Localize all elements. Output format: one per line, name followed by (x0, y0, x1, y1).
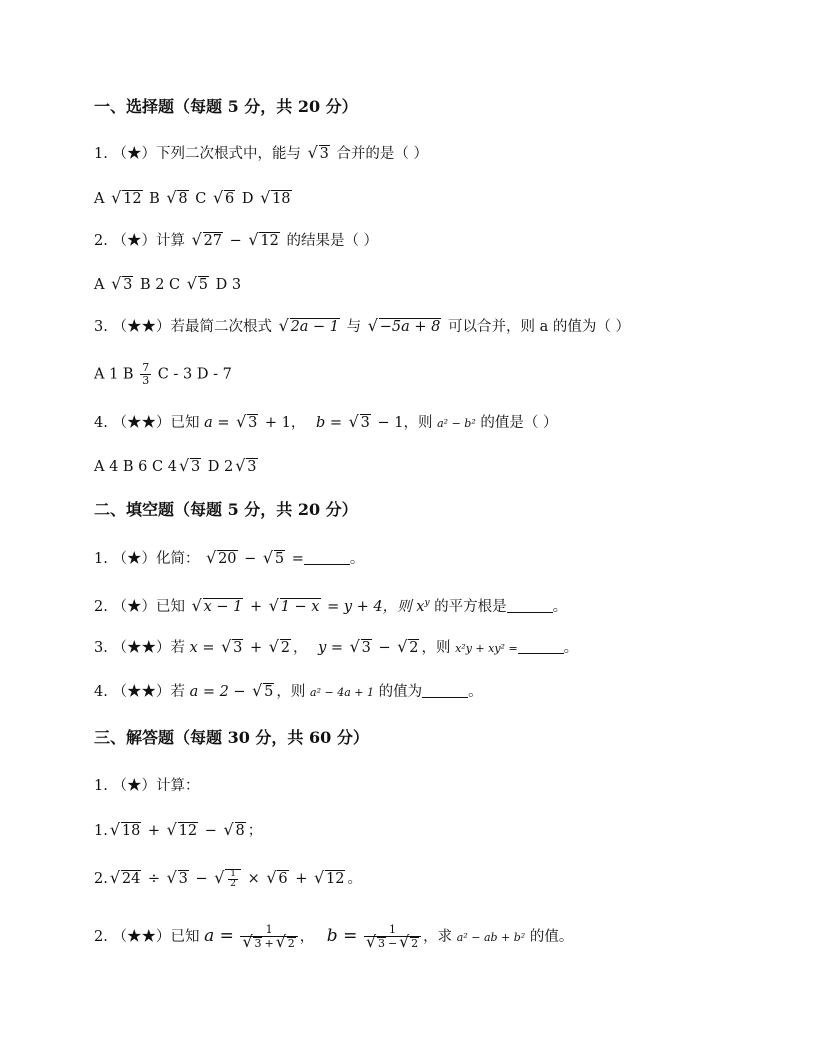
radical: √ 12 (314, 868, 345, 890)
radical: √ 3 (221, 637, 243, 659)
radical: √ 3 (111, 274, 133, 296)
radical: √ 8 (224, 820, 246, 842)
fill-question-3: 3. （★★）若 x = √ 3 + √ 2 ， y = √ 3 − √ 2 ，则 x²y + xy² = 。 (94, 637, 578, 660)
radical: √ 2a − 1 (279, 316, 340, 338)
radical: √ 2 (276, 937, 296, 950)
section-title-solve: 三、解答题（每题 30 分，共 60 分） (94, 728, 369, 747)
radical-fraction (214, 868, 241, 890)
answer-blank[interactable] (518, 639, 564, 654)
solve-question-2: 2. （★★）已知 a = 1 √ 3 +√ 2 ， b = 1 √ 3 −√ 2 ，求 a² − ab + b² 的值。 (94, 924, 573, 950)
fraction: √ $\frac{1}{2}$ (230, 868, 237, 889)
radical: √ 27 (192, 230, 223, 252)
fraction: $\frac{7}{3}$ (142, 361, 150, 387)
choice-options-2: A √ 3 B 2 C √ 5 D 3 (94, 274, 241, 296)
section-title-fill: 二、填空题（每题 5 分，共 20 分） (94, 500, 358, 519)
radical: √ 5 (252, 681, 274, 703)
radical: √ 5 (187, 274, 209, 296)
radical: √ 3 (349, 412, 371, 434)
fill-question-2: 2. （★）已知 √ x − 1 + √ 1 − x = y + 4，则 $x^y$ 的平方根是 。 (94, 592, 567, 618)
radical: √ 2 (269, 637, 291, 659)
radical: √ 3 (167, 868, 189, 890)
radical: √ 2 (397, 637, 419, 659)
solve-question-1: 1. （★）计算： (94, 778, 200, 794)
choice-options-4: A 4 B 6 C 4√ 3 D 2√ 3 (94, 456, 260, 478)
radical: √ 8 (166, 188, 188, 210)
answer-blank[interactable] (507, 598, 553, 613)
radical: √ 3 (308, 143, 330, 165)
radical: √ 18 (260, 188, 291, 210)
radical: √ 24 (110, 868, 141, 890)
choice-question-2: 2. （★）计算 √ 27 − √ 12 的结果是（ ） (94, 230, 378, 252)
choice-options-1: A √ 12 B √ 8 C √ 6 D √ 18 (94, 188, 294, 210)
answer-blank[interactable] (422, 683, 468, 698)
radical: √ 2 (399, 937, 419, 950)
solve-question-1-part-2: 2.√ 24 ÷ √ 3 − √ $\frac{1}{2}$ × √ 6 + √ 12 。 (94, 868, 362, 890)
choice-options-3: A 1 B $\frac{7}{3}$ C - 3 D - 7 (94, 361, 232, 387)
radical: √ 12 (167, 820, 198, 842)
radical: √ 3 (242, 937, 262, 950)
radical: √ −5a + 8 (368, 316, 442, 338)
section-title-choice: 一、选择题（每题 5 分，共 20 分） (94, 97, 358, 116)
fill-question-4: 4. （★★）若 a = 2 − √ 5 ，则 a² − 4a + 1 的值为 。 (94, 681, 483, 704)
radical: √ x − 1 (192, 596, 244, 618)
radical: √ 3 (366, 937, 386, 950)
radical: √ 3 (179, 456, 201, 478)
fill-question-1: 1. （★）化简： √ 20 − √ 5 = 。 (94, 548, 364, 570)
radical: √ 12 (111, 188, 142, 210)
radical: √ 1 − x (269, 596, 321, 618)
choice-question-3: 3. （★★）若最简二次根式 √ 2a − 1 与 √ −5a + 8 可以合并，则 a 的值为（ ） (94, 316, 630, 338)
choice-question-1: 1. （★）下列二次根式中，能与 √ 3 合并的是（ ） (94, 143, 428, 165)
answer-blank[interactable] (304, 550, 350, 565)
solve-question-1-part-1: 1.√ 18 + √ 12 − √ 8 ； (94, 820, 262, 842)
radical: √ 3 (350, 637, 372, 659)
radical: √ 20 (206, 548, 237, 570)
radical: √ 6 (213, 188, 235, 210)
fraction: 1 √ 3 −√ 2 (364, 924, 421, 950)
fraction: 1 √ 3 +√ 2 (240, 924, 297, 950)
radical: √ 6 (266, 868, 288, 890)
choice-question-4: 4. （★★）已知 a = √ 3 + 1， b = √ 3 − 1，则 a² − b² 的值是（ ） (94, 412, 557, 435)
radical: √ 3 (235, 456, 257, 478)
radical: √ 12 (248, 230, 279, 252)
radical: √ 18 (110, 820, 141, 842)
radical: √ 3 (236, 412, 258, 434)
radical: √ 5 (263, 548, 285, 570)
